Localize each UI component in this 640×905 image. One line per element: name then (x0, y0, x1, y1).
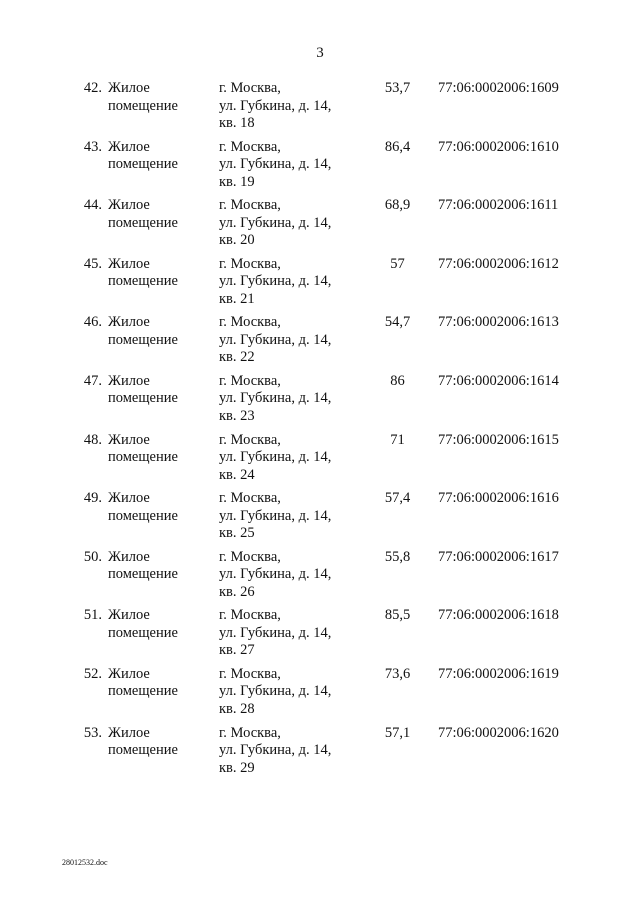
address-line: ул. Губкина, д. 14, (219, 214, 332, 231)
area-value: 73,6 (384, 665, 411, 682)
premises-type (108, 666, 208, 701)
premises-type-line: помещение (108, 390, 178, 407)
address-line: кв. 24 (219, 466, 255, 483)
row-number: 52. (83, 665, 102, 682)
cadastral-number: 77:06:0002006:1615 (438, 431, 559, 448)
row-number: 53. (83, 724, 102, 741)
premises-type (108, 607, 208, 642)
premises-type-line: Жилое (108, 197, 150, 214)
address-line: кв. 26 (219, 583, 255, 600)
address-line: г. Москва, (219, 255, 281, 272)
premises-type-line: Жилое (108, 80, 150, 96)
premises-type (108, 314, 208, 349)
cadastral-number: 77:06:0002006:1609 (438, 80, 559, 96)
premises-type-line: Жилое (108, 431, 150, 448)
address (219, 373, 369, 426)
cadastral-number: 77:06:0002006:1620 (438, 724, 559, 741)
address-line: г. Москва, (219, 138, 281, 155)
address (219, 549, 369, 602)
address-line: кв. 22 (219, 349, 255, 366)
area-value: 57,4 (384, 490, 411, 507)
address-line: г. Москва, (219, 197, 281, 214)
row-number: 49. (83, 490, 102, 507)
row-number: 42. (83, 80, 102, 96)
table-row (0, 666, 640, 725)
premises-type-line: Жилое (108, 548, 150, 565)
premises-type-line: помещение (108, 624, 178, 641)
address (219, 432, 369, 485)
premises-type-line: помещение (108, 97, 178, 114)
address-line: ул. Губкина, д. 14, (219, 566, 332, 583)
premises-type (108, 197, 208, 232)
address-line: г. Москва, (219, 548, 281, 565)
row-number: 43. (83, 138, 102, 155)
address-line: кв. 20 (219, 232, 255, 249)
cadastral-number: 77:06:0002006:1613 (438, 314, 559, 331)
address-line: г. Москва, (219, 724, 281, 741)
address-line: г. Москва, (219, 372, 281, 389)
address-line: ул. Губкина, д. 14, (219, 273, 332, 290)
row-number: 44. (83, 197, 102, 214)
area-value: 68,9 (384, 197, 411, 214)
cadastral-number: 77:06:0002006:1618 (438, 607, 559, 624)
page-number: 3 (316, 45, 324, 61)
premises-type-line: Жилое (108, 138, 150, 155)
cadastral-number: 77:06:0002006:1617 (438, 548, 559, 565)
address-line: ул. Губкина, д. 14, (219, 683, 332, 700)
premises-type (108, 725, 208, 760)
table-row (0, 139, 640, 198)
address-line: ул. Губкина, д. 14, (219, 97, 332, 114)
area-value: 57,1 (384, 724, 411, 741)
premises-type-line: помещение (108, 742, 178, 759)
premises-type (108, 432, 208, 467)
premises-type (108, 490, 208, 525)
premises-type-line: помещение (108, 214, 178, 231)
cadastral-number: 77:06:0002006:1610 (438, 138, 559, 155)
area-value: 53,7 (384, 80, 411, 96)
area-value: 57 (390, 255, 405, 272)
premises-type-line: помещение (108, 331, 178, 348)
premises-type (108, 256, 208, 291)
premises-type (108, 80, 208, 115)
row-number: 45. (83, 255, 102, 272)
address-line: г. Москва, (219, 665, 281, 682)
row-number: 50. (83, 548, 102, 565)
address-line: ул. Губкина, д. 14, (219, 624, 332, 641)
area-value: 54,7 (384, 314, 411, 331)
address (219, 256, 369, 309)
address-line: кв. 27 (219, 642, 255, 659)
address (219, 139, 369, 192)
address-line: ул. Губкина, д. 14, (219, 390, 332, 407)
premises-type-line: Жилое (108, 255, 150, 272)
area-value: 85,5 (384, 607, 411, 624)
address-line: ул. Губкина, д. 14, (219, 742, 332, 759)
premises-type-line: помещение (108, 507, 178, 524)
address (219, 490, 369, 543)
table-row (0, 432, 640, 491)
table-row (0, 607, 640, 666)
cadastral-number: 77:06:0002006:1611 (438, 197, 559, 214)
premises-type-line: помещение (108, 273, 178, 290)
property-table (0, 80, 640, 783)
address-line: ул. Губкина, д. 14, (219, 507, 332, 524)
cadastral-number: 77:06:0002006:1614 (438, 372, 559, 389)
area-value: 86 (390, 372, 405, 389)
premises-type-line: помещение (108, 449, 178, 466)
address-line: кв. 28 (219, 700, 255, 717)
row-number: 47. (83, 372, 102, 389)
premises-type (108, 373, 208, 408)
table-row (0, 197, 640, 256)
table-row (0, 256, 640, 315)
premises-type-line: Жилое (108, 490, 150, 507)
area-value: 55,8 (384, 548, 411, 565)
address (219, 80, 369, 133)
premises-type (108, 549, 208, 584)
premises-type-line: Жилое (108, 372, 150, 389)
address-line: кв. 29 (219, 759, 255, 776)
cadastral-number: 77:06:0002006:1619 (438, 665, 559, 682)
table-row (0, 373, 640, 432)
row-number: 48. (83, 431, 102, 448)
premises-type-line: Жилое (108, 607, 150, 624)
address-line: кв. 21 (219, 290, 255, 307)
table-row (0, 549, 640, 608)
row-number: 46. (83, 314, 102, 331)
premises-type-line: помещение (108, 566, 178, 583)
address-line: ул. Губкина, д. 14, (219, 331, 332, 348)
address-line: ул. Губкина, д. 14, (219, 156, 332, 173)
address-line: кв. 18 (219, 115, 255, 131)
address-line: кв. 19 (219, 173, 255, 190)
table-row (0, 314, 640, 373)
address (219, 197, 369, 250)
address (219, 607, 369, 660)
cadastral-number: 77:06:0002006:1612 (438, 255, 559, 272)
area-value: 71 (390, 431, 405, 448)
address-line: г. Москва, (219, 431, 281, 448)
address (219, 314, 369, 367)
footer-filename: 28012532.doc (62, 858, 108, 867)
cadastral-number: 77:06:0002006:1616 (438, 490, 559, 507)
table-row (0, 725, 640, 784)
row-number: 51. (83, 607, 102, 624)
address-line: ул. Губкина, д. 14, (219, 449, 332, 466)
premises-type-line: Жилое (108, 314, 150, 331)
premises-type (108, 139, 208, 174)
address-line: г. Москва, (219, 314, 281, 331)
premises-type-line: помещение (108, 156, 178, 173)
address (219, 666, 369, 719)
address-line: г. Москва, (219, 490, 281, 507)
area-value: 86,4 (384, 138, 411, 155)
table-row (0, 490, 640, 549)
premises-type-line: Жилое (108, 724, 150, 741)
premises-type-line: Жилое (108, 665, 150, 682)
address-line: кв. 23 (219, 407, 255, 424)
address-line: г. Москва, (219, 80, 281, 96)
address (219, 725, 369, 778)
premises-type-line: помещение (108, 683, 178, 700)
table-row (0, 80, 640, 139)
address-line: кв. 25 (219, 525, 255, 542)
address-line: г. Москва, (219, 607, 281, 624)
